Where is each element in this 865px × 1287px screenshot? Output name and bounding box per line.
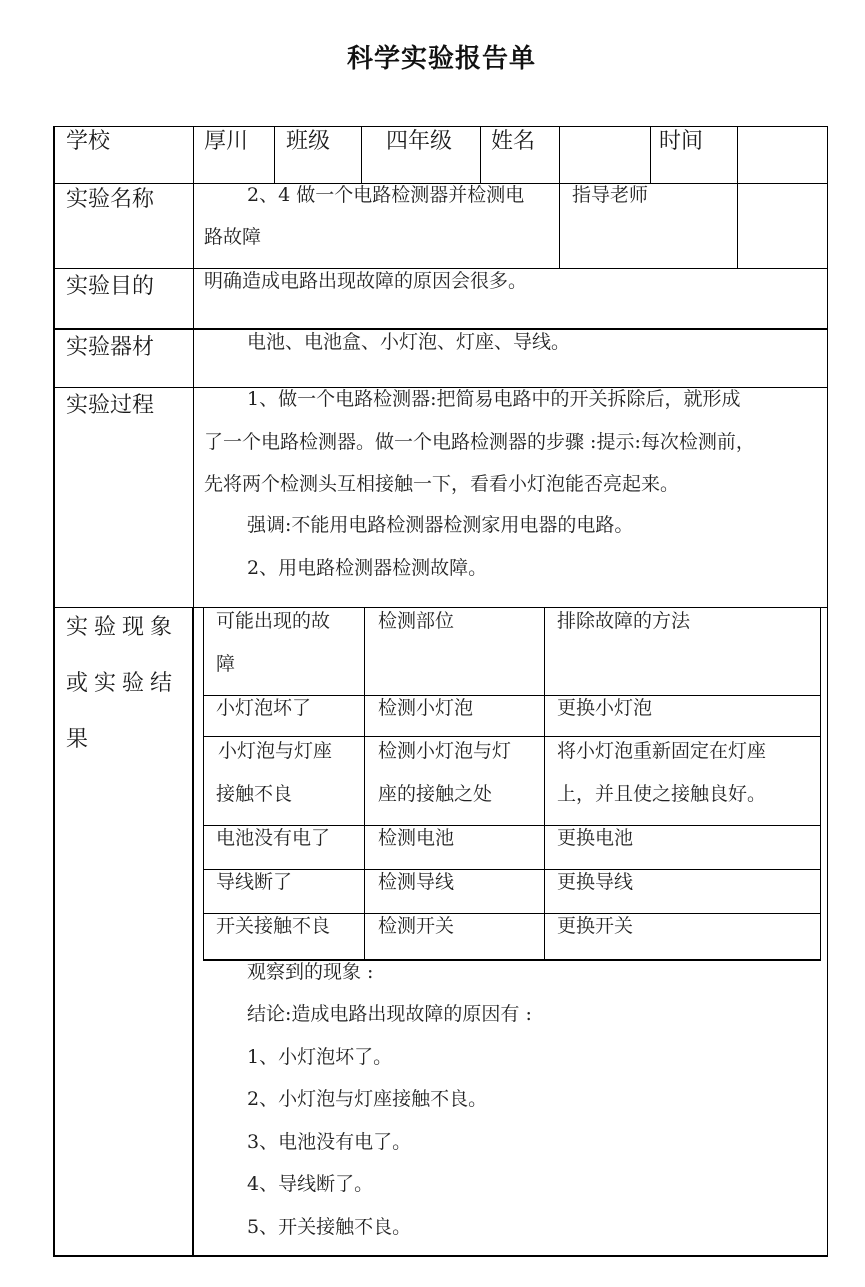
purpose-value: 明确造成电路出现故障的原因会很多。 <box>204 270 528 292</box>
process-line-4: 强调:不能用电路检测器检测家用电器的电路。 <box>247 514 634 536</box>
fault-header-fix: 排除故障的方法 <box>557 610 691 632</box>
teacher-label: 指导老师 <box>572 184 649 206</box>
name-label: 姓名 <box>491 129 536 154</box>
header-divider-5 <box>650 126 651 183</box>
fault-table-divider-2 <box>544 607 545 961</box>
border-left <box>53 126 55 1257</box>
document-title: 科学实验报告单 <box>346 44 536 74</box>
process-line-1: 1、做一个电路检测器:把简易电路中的开关拆除后，就形成 <box>247 388 741 410</box>
fault-row-3-fix: 更换电池 <box>557 827 634 849</box>
fault-row-3-fault: 电池没有电了 <box>216 827 331 849</box>
cause-item-4: 4、导线断了。 <box>247 1173 374 1195</box>
label-column-line-lower <box>192 607 194 1257</box>
fault-row-5-location: 检测开关 <box>378 915 455 937</box>
fault-table-right <box>820 607 821 961</box>
fault-table-row-line-4 <box>203 869 821 870</box>
header-divider-3 <box>480 126 481 183</box>
fault-row-2-fix-line-1: 将小灯泡重新固定在灯座 <box>557 740 767 762</box>
fault-row-3-location: 检测电池 <box>378 827 455 849</box>
header-divider-4 <box>559 126 560 268</box>
results-label-line-1: 实验现象 <box>66 615 179 640</box>
fault-row-2-fix-line-2: 上，并且使之接触良好。 <box>557 783 767 805</box>
process-line-3: 先将两个检测头互相接触一下，看看小灯泡能否亮起来。 <box>204 473 680 495</box>
class-label: 班级 <box>286 129 331 154</box>
fault-row-2-fault-line-2: 接触不良 <box>216 783 293 805</box>
border-right <box>827 126 828 1257</box>
fault-table-row-line-2 <box>203 736 821 737</box>
school-label: 学校 <box>66 129 111 154</box>
fault-header-location: 检测部位 <box>378 610 455 632</box>
fault-table-divider-1 <box>364 607 365 961</box>
purpose-label: 实验目的 <box>66 274 155 299</box>
fault-row-5-fix: 更换开关 <box>557 915 634 937</box>
materials-label: 实验器材 <box>66 335 155 360</box>
fault-row-4-fix: 更换导线 <box>557 871 634 893</box>
experiment-name-label: 实验名称 <box>66 187 155 212</box>
fault-header-fault-line-1: 可能出现的故 <box>216 610 331 632</box>
fault-row-1-fix: 更换小灯泡 <box>557 697 653 719</box>
observed-label: 观察到的现象 : <box>247 961 374 983</box>
results-label-line-3: 果 <box>66 727 89 752</box>
fault-row-4-fault: 导线断了 <box>216 871 293 893</box>
cause-item-1: 1、小灯泡坏了。 <box>247 1046 393 1068</box>
fault-table-row-line-5 <box>203 913 821 914</box>
fault-header-fault-line-2: 障 <box>216 653 236 675</box>
process-line-5: 2、用电路检测器检测故障。 <box>247 557 488 579</box>
conclusion-text: 结论:造成电路出现故障的原因有 : <box>247 1003 532 1025</box>
process-label: 实验过程 <box>66 393 155 418</box>
materials-value: 电池、电池盒、小灯泡、灯座、导线。 <box>247 331 571 353</box>
header-divider-6 <box>737 126 738 268</box>
cause-item-5: 5、开关接触不良。 <box>247 1216 412 1238</box>
fault-table-row-line-1 <box>203 695 821 696</box>
class-value[interactable]: 四年级 <box>386 129 453 154</box>
school-value[interactable]: 厚川 <box>204 129 249 154</box>
fault-row-2-location-line-2: 座的接触之处 <box>378 783 493 805</box>
fault-table-left <box>203 607 204 961</box>
fault-row-1-location: 检测小灯泡 <box>378 697 474 719</box>
results-label-line-2: 或实验结 <box>66 671 179 696</box>
time-label: 时间 <box>659 129 704 154</box>
fault-row-1-fault: 小灯泡坏了 <box>216 697 312 719</box>
header-divider-2 <box>361 126 362 183</box>
experiment-name-line-1: 2、4 做一个电路检测器并检测电 <box>247 184 525 206</box>
row-line-5 <box>54 607 827 608</box>
cause-item-2: 2、小灯泡与灯座接触不良。 <box>247 1088 488 1110</box>
fault-row-2-location-line-1: 检测小灯泡与灯 <box>378 740 512 762</box>
label-column-line <box>193 126 194 608</box>
border-bottom <box>54 1255 827 1257</box>
fault-row-5-fault: 开关接触不良 <box>216 915 331 937</box>
fault-table-row-line-3 <box>203 825 821 826</box>
experiment-name-line-2: 路故障 <box>204 226 262 248</box>
fault-row-2-fault-line-1: 小灯泡与灯座 <box>218 740 333 762</box>
header-divider-1 <box>274 126 275 183</box>
cause-item-3: 3、电池没有电了。 <box>247 1131 412 1153</box>
process-line-2: 了一个电路检测器。做一个电路检测器的步骤 :提示:每次检测前， <box>204 431 755 453</box>
border-top <box>54 126 827 127</box>
fault-row-4-location: 检测导线 <box>378 871 455 893</box>
row-line-2 <box>54 268 827 269</box>
row-line-3 <box>54 328 827 330</box>
